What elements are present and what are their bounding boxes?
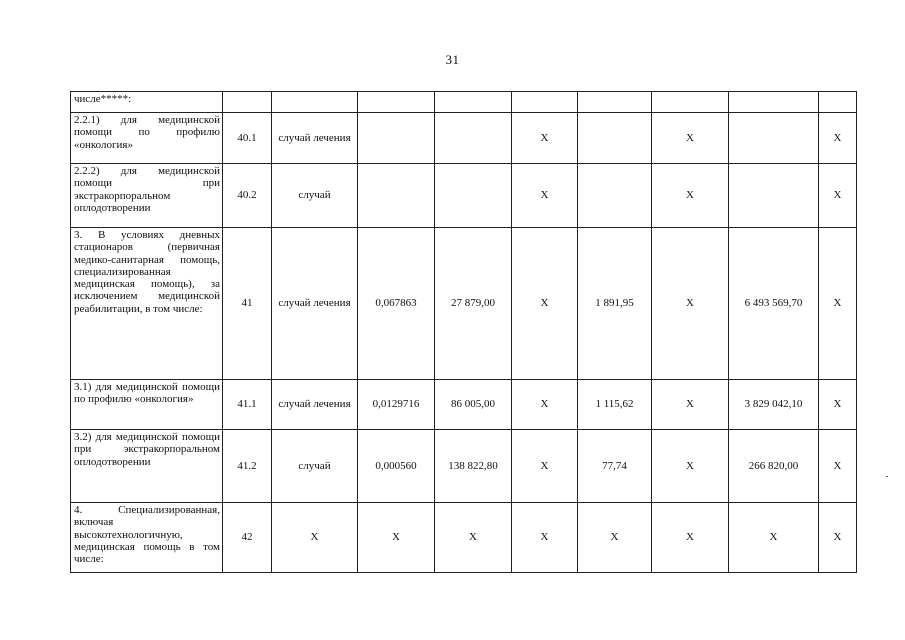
row-code-cell: 41.1 <box>223 380 272 430</box>
row-cell-5 <box>435 92 512 113</box>
row-label: 4. Специализированная, включая высокотехнологичную, медицинская помощь в том числе: <box>71 503 223 573</box>
row-cell-9 <box>729 92 819 113</box>
scan-speck <box>886 476 888 477</box>
row-cell-4: 0,000560 <box>358 430 435 503</box>
row-unit-cell: случай лечения <box>272 228 358 380</box>
row-unit-cell: случай лечения <box>272 380 358 430</box>
row-cell-4 <box>358 92 435 113</box>
row-unit-cell <box>272 92 358 113</box>
row-cell-6: Х <box>512 503 578 573</box>
row-cell-10: Х <box>819 503 857 573</box>
row-cell-7: Х <box>578 503 652 573</box>
row-cell-4: 0,067863 <box>358 228 435 380</box>
row-label: 3. В условиях дневных стационаров (первичная медико-санитарная помощь, специализированная медицинская помощь), за исключением медицинской реабилитации, в том числе: <box>71 228 223 380</box>
table-row <box>71 430 857 503</box>
row-cell-9 <box>729 113 819 164</box>
row-unit-cell: Х <box>272 503 358 573</box>
row-cell-5: 138 822,80 <box>435 430 512 503</box>
row-cell-10: Х <box>819 380 857 430</box>
row-cell-9: 266 820,00 <box>729 430 819 503</box>
row-code-cell: 40.1 <box>223 113 272 164</box>
row-cell-6: Х <box>512 113 578 164</box>
row-cell-10: Х <box>819 113 857 164</box>
table-row <box>71 113 857 164</box>
row-code-cell: 40.2 <box>223 164 272 228</box>
row-cell-7 <box>578 164 652 228</box>
row-cell-8: Х <box>652 430 729 503</box>
row-cell-10: Х <box>819 430 857 503</box>
row-cell-8: Х <box>652 164 729 228</box>
row-cell-4: 0,0129716 <box>358 380 435 430</box>
row-label: числе*****: <box>71 92 223 113</box>
row-cell-4 <box>358 164 435 228</box>
row-cell-8 <box>652 92 729 113</box>
row-code-cell: 41.2 <box>223 430 272 503</box>
row-code-cell: 41 <box>223 228 272 380</box>
page-number: 31 <box>445 52 460 67</box>
data-table <box>70 91 857 573</box>
row-cell-8: Х <box>652 113 729 164</box>
row-cell-8: Х <box>652 380 729 430</box>
row-cell-5 <box>435 164 512 228</box>
row-unit-cell: случай лечения <box>272 113 358 164</box>
row-label: 2.2.1) для медицинской помощи по профилю «онкология» <box>71 113 223 164</box>
row-code-cell <box>223 92 272 113</box>
row-label: 3.1) для медицинской помощи по профилю «онкология» <box>71 380 223 430</box>
table-row <box>71 164 857 228</box>
row-cell-6: Х <box>512 430 578 503</box>
row-cell-5 <box>435 113 512 164</box>
row-cell-9: 6 493 569,70 <box>729 228 819 380</box>
row-label: 2.2.2) для медицинской помощи при экстракорпоральном оплодотворении <box>71 164 223 228</box>
row-unit-cell: случай <box>272 430 358 503</box>
row-cell-7: 1 115,62 <box>578 380 652 430</box>
row-cell-5: Х <box>435 503 512 573</box>
row-cell-4: Х <box>358 503 435 573</box>
row-unit-cell: случай <box>272 164 358 228</box>
row-cell-8: Х <box>652 228 729 380</box>
row-cell-10: Х <box>819 228 857 380</box>
row-cell-6: Х <box>512 228 578 380</box>
row-cell-6: Х <box>512 380 578 430</box>
row-cell-10 <box>819 92 857 113</box>
row-cell-4 <box>358 113 435 164</box>
row-label: 3.2) для медицинской помощи при экстракорпоральном оплодотворении <box>71 430 223 503</box>
row-cell-5: 86 005,00 <box>435 380 512 430</box>
row-cell-7 <box>578 92 652 113</box>
table-row <box>71 228 857 380</box>
row-cell-5: 27 879,00 <box>435 228 512 380</box>
row-cell-9 <box>729 164 819 228</box>
table-row <box>71 92 857 113</box>
row-cell-7: 1 891,95 <box>578 228 652 380</box>
row-cell-7 <box>578 113 652 164</box>
table-row <box>71 503 857 573</box>
row-code-cell: 42 <box>223 503 272 573</box>
row-cell-7: 77,74 <box>578 430 652 503</box>
row-cell-6 <box>512 92 578 113</box>
row-cell-6: Х <box>512 164 578 228</box>
row-cell-9: 3 829 042,10 <box>729 380 819 430</box>
table-row <box>71 380 857 430</box>
row-cell-8: Х <box>652 503 729 573</box>
row-cell-9: Х <box>729 503 819 573</box>
row-cell-10: Х <box>819 164 857 228</box>
